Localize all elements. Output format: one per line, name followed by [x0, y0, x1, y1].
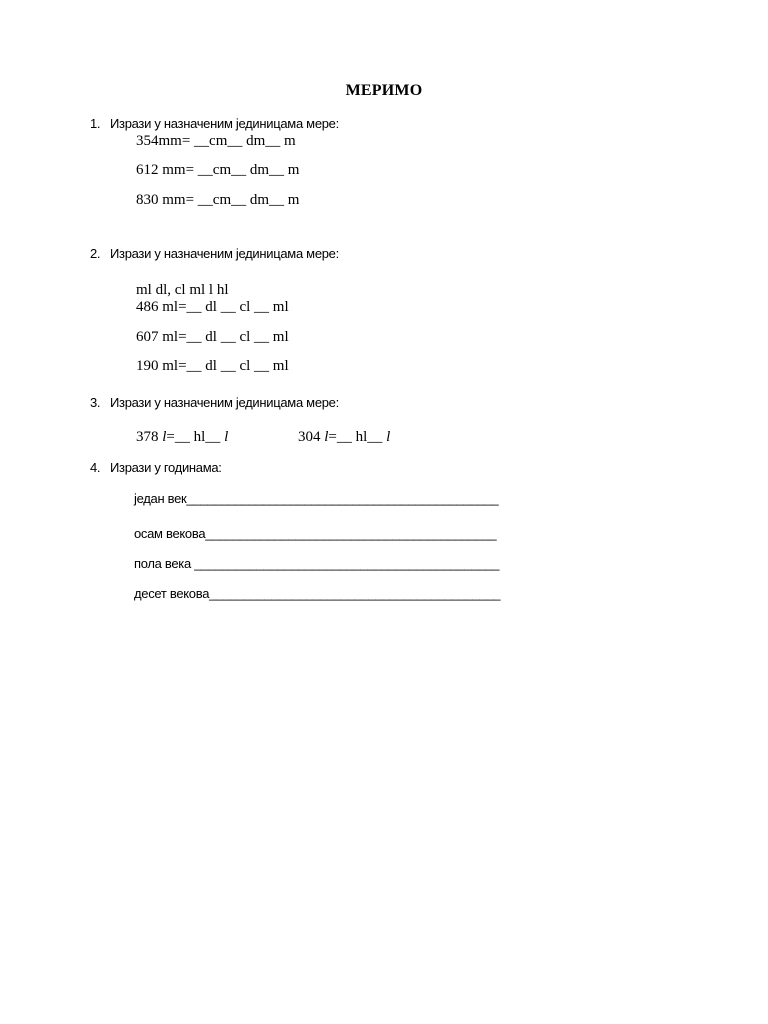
q4-line-4: десет векова__________________________________________	[134, 586, 501, 601]
q3-item-2-unit: l	[324, 429, 329, 445]
question-text: Изрази у назначеним јединицама мере:	[110, 395, 339, 410]
q3-item-1-value: 378	[136, 429, 163, 445]
question-number: 3.	[90, 395, 101, 410]
question-4-heading	[90, 460, 222, 475]
q1-line-2: 612 mm= __cm__ dm__ m	[136, 162, 300, 178]
question-number: 1.	[90, 116, 101, 131]
q4-line-3: пола века ____________________________________________	[134, 556, 500, 571]
question-number: 4.	[90, 460, 101, 475]
q3-item-2-value: 304	[298, 429, 325, 445]
q3-item-1-unit: l	[162, 429, 167, 445]
q3-item-2	[298, 429, 390, 446]
q3-item-1-blanks: =__ hl__	[166, 429, 225, 445]
question-1-heading	[90, 116, 339, 131]
question-number: 2.	[90, 246, 101, 261]
q2-line-1: 486 ml=__ dl __ cl __ ml	[136, 299, 289, 315]
q4-line-1: један век_____________________________________________	[134, 491, 499, 506]
q1-line-1: 354mm= __cm__ dm__ m	[136, 133, 296, 149]
q4-line-2: осам векова__________________________________________	[134, 526, 497, 541]
q3-item-2-blanks: =__ hl__	[328, 429, 387, 445]
question-text: Изрази у назначеним јединицама мере:	[110, 116, 339, 131]
question-2-heading	[90, 246, 339, 261]
q2-line-3: 190 ml=__ dl __ cl __ ml	[136, 358, 289, 374]
page-title: МЕРИМО	[345, 82, 423, 99]
q1-line-3: 830 mm= __cm__ dm__ m	[136, 192, 300, 208]
q2-units: ml dl, cl ml l hl	[136, 282, 229, 298]
q3-item-1	[136, 429, 228, 446]
q2-line-2: 607 ml=__ dl __ cl __ ml	[136, 329, 289, 345]
q3-item-1-unit2: l	[224, 429, 229, 445]
question-text: Изрази у назначеним јединицама мере:	[110, 246, 339, 261]
question-3-heading	[90, 395, 339, 410]
question-text: Изрази у годинама:	[110, 460, 222, 475]
q3-item-2-unit2: l	[386, 429, 391, 445]
